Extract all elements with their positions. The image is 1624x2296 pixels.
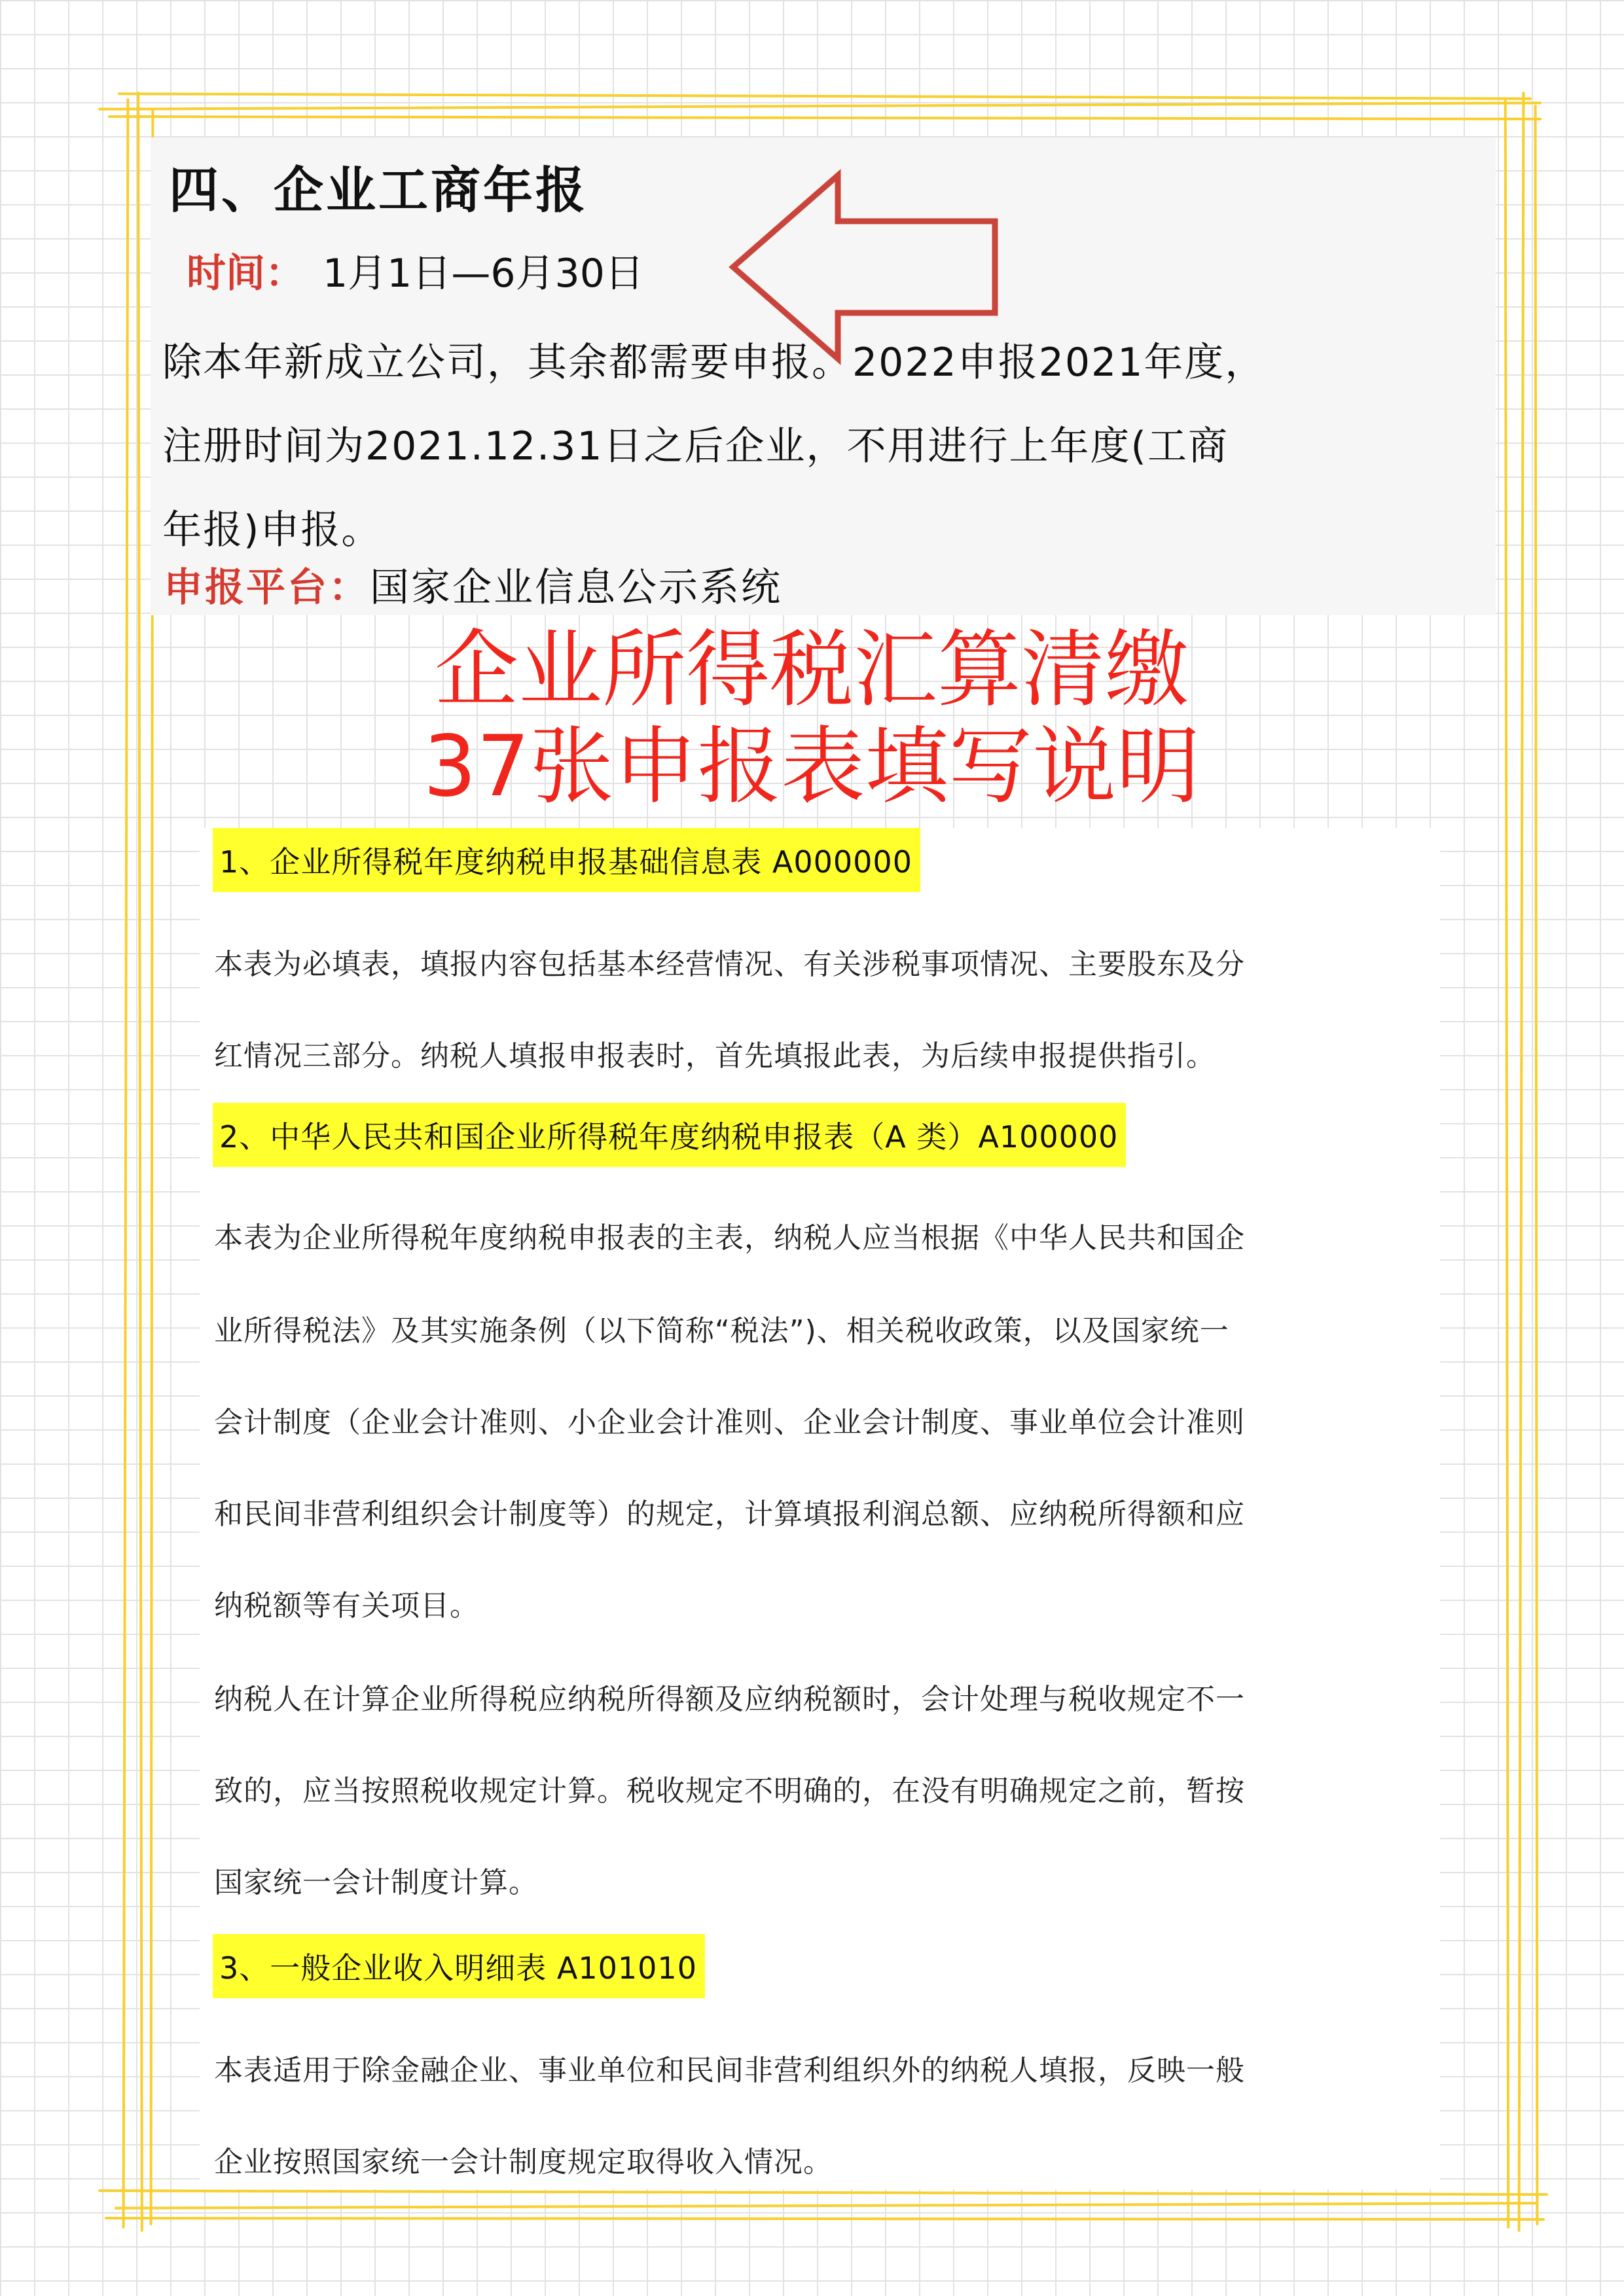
body-line: 和民间非营利组织会计制度等）的规定，计算填报利润总额、应纳税所得额和应	[214, 1498, 1245, 1531]
paragraph-line: 除本年新成立公司，其余都需要申报。2022申报2021年度，	[162, 340, 1266, 386]
time-value: 1月1日—6月30日	[323, 251, 644, 296]
section-header-1: 1、企业所得税年度纳税申报基础信息表 A000000	[213, 828, 920, 892]
frame-line	[105, 2217, 1545, 2221]
time-row	[187, 242, 644, 298]
body-line: 红情况三部分。纳税人填报申报表时，首先填报此表，为后续申报提供指引。	[214, 1039, 1216, 1073]
body-line: 本表为必填表，填报内容包括基本经营情况、有关涉税事项情况、主要股东及分	[214, 948, 1245, 981]
paragraph-line: 注册时间为2021.12.31日之后企业，不用进行上年度(工商	[162, 423, 1229, 469]
body-line: 国家统一会计制度计算。	[214, 1866, 538, 1899]
body-line: 本表适用于除金融企业、事业单位和民间非营利组织外的纳税人填报，反映一般	[214, 2054, 1245, 2087]
body-line: 本表为企业所得税年度纳税申报表的主表，纳税人应当根据《中华人民共和国企	[214, 1221, 1245, 1255]
body-line: 纳税人在计算企业所得税应纳税所得额及应纳税额时，会计处理与税收规定不一	[214, 1683, 1245, 1716]
body-line: 致的，应当按照税收规定计算。税收规定不明确的，在没有明确规定之前，暂按	[214, 1774, 1245, 1808]
paragraph-line: 年报)申报。	[162, 507, 382, 553]
body-line: 企业按照国家统一会计制度规定取得收入情况。	[214, 2145, 833, 2179]
main-title	[151, 622, 1473, 816]
section-header-3: 3、一般企业收入明细表 A101010	[213, 1934, 705, 1998]
body-line: 会计制度（企业会计准则、小企业会计准则、企业会计制度、事业单位会计准则	[214, 1406, 1245, 1439]
main-title-line1: 企业所得税汇算清缴	[434, 621, 1189, 719]
frame-line	[108, 115, 1542, 120]
main-title-line2: 37张申报表填写说明	[423, 718, 1200, 816]
section-header-2: 2、中华人民共和国企业所得税年度纳税申报表（A 类）A100000	[213, 1103, 1126, 1167]
frame-line	[122, 98, 130, 2229]
left-arrow-icon	[727, 169, 1001, 365]
platform-label: 申报平台：	[164, 565, 370, 611]
frame-line	[118, 92, 1532, 100]
section-heading: 四、企业工商年报	[169, 161, 588, 219]
body-line: 业所得税法》及其实施条例（以下简称“税法”)、相关税收政策，以及国家统一	[214, 1314, 1229, 1348]
frame-line	[115, 2202, 1538, 2210]
frame-line	[1518, 92, 1525, 2232]
frame-line	[1504, 98, 1510, 2229]
body-line: 纳税额等有关项目。	[214, 1589, 479, 1623]
tax-forms-document	[200, 828, 1440, 2189]
frame-line	[137, 92, 143, 2232]
frame-line	[98, 2189, 1548, 2196]
frame-line	[1534, 105, 1539, 2225]
platform-value: 国家企业信息公示系统	[370, 565, 782, 611]
time-label: 时间：	[187, 251, 304, 296]
frame-line	[98, 101, 1542, 111]
platform-row	[164, 556, 782, 613]
